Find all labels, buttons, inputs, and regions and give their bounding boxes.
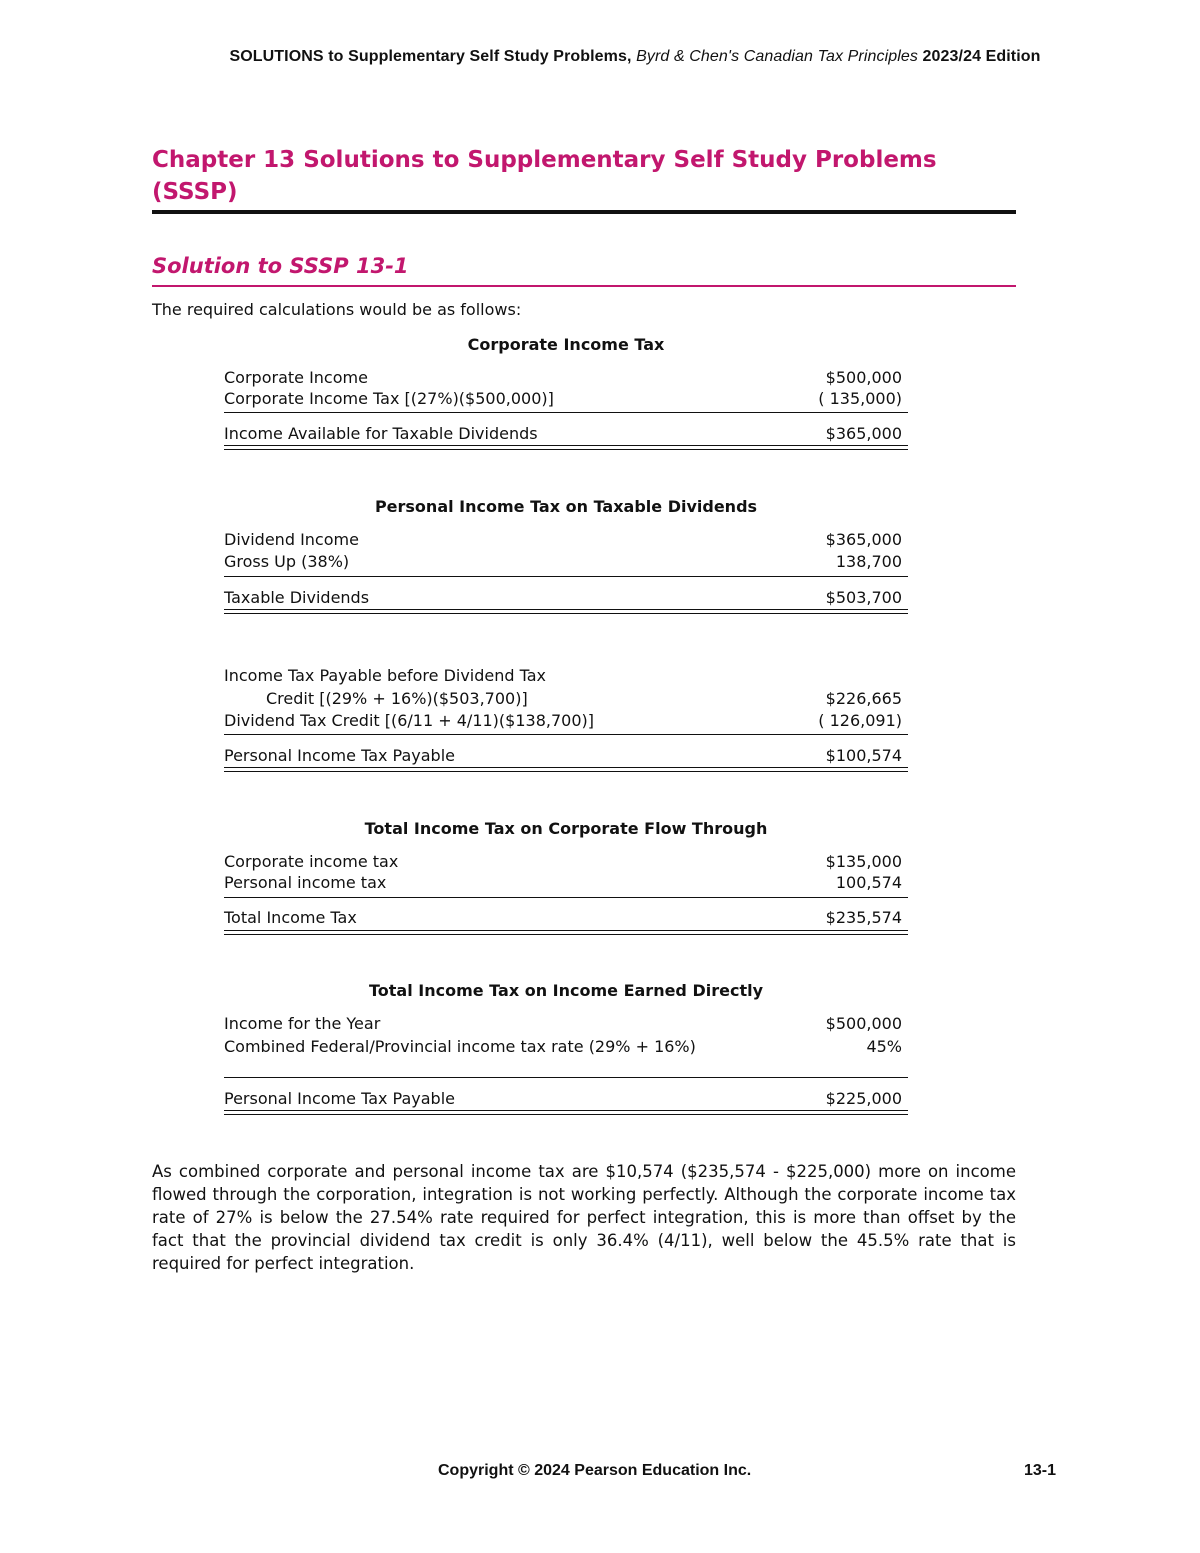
row-label: Personal income tax <box>224 873 387 892</box>
solution-title: Solution to SSSP 13-1 <box>152 254 409 278</box>
dividends-section-title: Personal Income Tax on Taxable Dividends <box>374 497 758 516</box>
subtotal-rule <box>224 734 908 735</box>
table-row <box>224 1036 908 1058</box>
total-value: $235,574 <box>825 908 902 927</box>
row-value: $500,000 <box>825 1014 902 1033</box>
total-row <box>224 423 908 445</box>
table-row <box>224 688 908 710</box>
total-value: $503,700 <box>825 588 902 607</box>
page-number: 13-1 <box>1024 1462 1057 1479</box>
double-rule <box>224 609 908 614</box>
row-label: Gross Up (38%) <box>224 552 350 571</box>
total-value: $365,000 <box>825 424 902 443</box>
row-value: 45% <box>866 1037 902 1056</box>
row-label: Dividend Income <box>224 530 359 549</box>
total-row <box>224 907 908 929</box>
row-label: Corporate Income <box>224 368 368 387</box>
solution-divider <box>152 285 1016 287</box>
row-value: $226,665 <box>825 689 902 708</box>
row-value: 138,700 <box>835 552 902 571</box>
flow-through-section-title: Total Income Tax on Corporate Flow Through <box>364 819 768 838</box>
header-prefix: SOLUTIONS to Supplementary Self Study Problems, <box>229 48 637 65</box>
total-value: $225,000 <box>825 1089 902 1108</box>
corporate-section-title: Corporate Income Tax <box>467 335 665 354</box>
total-label: Personal Income Tax Payable <box>224 746 455 765</box>
row-value: $135,000 <box>825 852 902 871</box>
total-value: $100,574 <box>825 746 902 765</box>
total-row <box>224 1088 908 1110</box>
table-row <box>224 551 908 573</box>
row-label: Income Tax Payable before Dividend Tax <box>224 666 547 685</box>
table-row <box>224 851 908 873</box>
double-rule <box>224 930 908 935</box>
table-row <box>224 872 908 894</box>
row-value: ( 126,091) <box>818 711 902 730</box>
header-suffix: 2023/24 Edition <box>917 48 1041 65</box>
header-book-title: Byrd & Chen's Canadian Tax Principles <box>636 48 918 65</box>
intro-text: The required calculations would be as follows: <box>152 300 522 319</box>
row-value: $365,000 <box>825 530 902 549</box>
subtotal-rule <box>224 412 908 413</box>
total-row <box>224 745 908 767</box>
table-row <box>224 367 908 389</box>
double-rule <box>224 767 908 772</box>
row-value: $500,000 <box>825 368 902 387</box>
row-label: Corporate income tax <box>224 852 399 871</box>
total-label: Total Income Tax <box>224 908 357 927</box>
table-row <box>224 388 908 410</box>
conclusion-paragraph: As combined corporate and personal income tax are $10,574 ($235,574 - $225,000) more on income flowed through the corporation, integration is not working perfectly. Although the corporate income tax rate of 27% is below the 27.54% rate required for perfect integration, this is more than offset by the fact that the provincial dividend tax credit is only 36.4% (4/11), well below the 45.5% rate that is required for perfect integration. <box>152 1162 1016 1273</box>
copyright-text: Copyright © 2024 Pearson Education Inc. <box>438 1462 752 1479</box>
wrapped-row-label: Combined Federal/Provincial income tax rate (29% + 16%) <box>224 1037 696 1056</box>
row-value: 100,574 <box>835 873 902 892</box>
subtotal-rule <box>224 576 908 577</box>
direct-section-title: Total Income Tax on Income Earned Directly <box>368 981 764 1000</box>
total-label: Income Available for Taxable Dividends <box>224 424 538 443</box>
chapter-divider <box>152 210 1016 214</box>
row-label: Income for the Year <box>224 1014 381 1033</box>
running-header <box>0 48 1200 66</box>
total-label: Taxable Dividends <box>224 588 370 607</box>
table-row <box>224 1013 908 1035</box>
chapter-title: Chapter 13 Solutions to Supplementary Self Study Problems (SSSP) <box>152 147 937 205</box>
double-rule <box>224 1110 908 1115</box>
subtotal-rule <box>224 897 908 898</box>
subtotal-rule <box>224 1077 908 1078</box>
row-value: ( 135,000) <box>818 389 902 408</box>
table-row <box>224 665 908 687</box>
total-label: Personal Income Tax Payable <box>224 1089 455 1108</box>
row-label: Credit [(29% + 16%)($503,700)] <box>266 689 528 708</box>
double-rule <box>224 445 908 450</box>
table-row <box>224 529 908 551</box>
row-label: Dividend Tax Credit [(6/11 + 4/11)($138,700)] <box>224 711 594 730</box>
row-label: Corporate Income Tax [(27%)($500,000)] <box>224 389 554 408</box>
table-row <box>224 710 908 732</box>
total-row <box>224 587 908 609</box>
